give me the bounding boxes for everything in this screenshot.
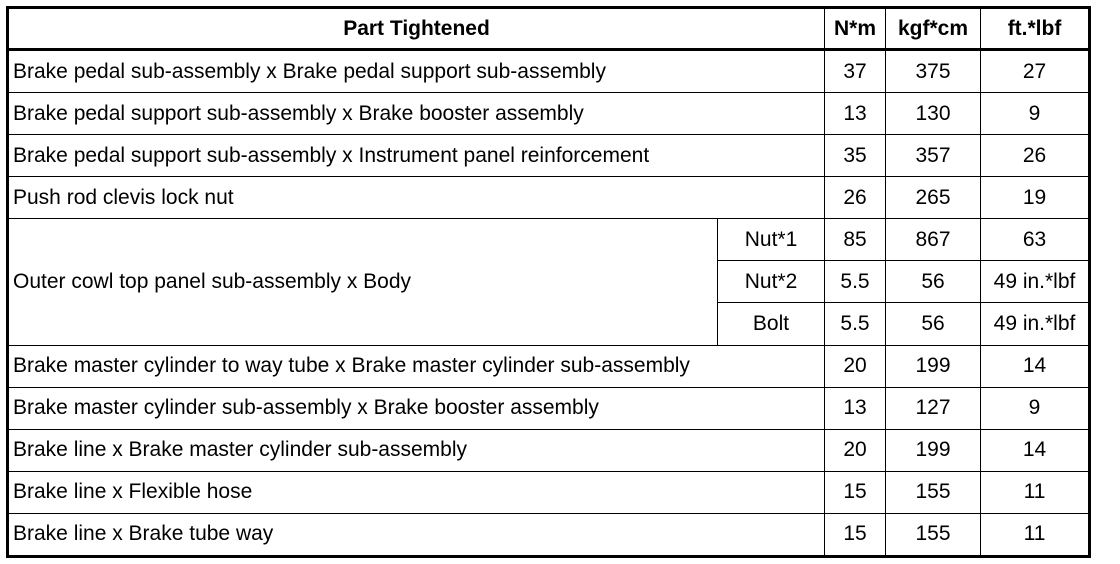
- table-row: [8, 135, 1090, 177]
- ft-cell: 14: [981, 429, 1090, 471]
- nm-cell: 13: [825, 93, 886, 135]
- header-ft-lbf: ft.*lbf: [981, 8, 1090, 50]
- table-row: [8, 513, 1090, 556]
- table-row: [8, 50, 1090, 93]
- table-row: [8, 219, 1090, 261]
- kgf-cell: 56: [886, 261, 981, 303]
- kgf-cell: 130: [886, 93, 981, 135]
- part-cell: Brake pedal sub-assembly x Brake pedal support sub-assembly: [8, 50, 825, 93]
- kgf-cell: 375: [886, 50, 981, 93]
- fastener-cell: Nut*1: [718, 219, 825, 261]
- nm-cell: 5.5: [825, 303, 886, 345]
- ft-cell: 14: [981, 345, 1090, 387]
- kgf-cell: 265: [886, 177, 981, 219]
- part-cell: Outer cowl top panel sub-assembly x Body: [8, 219, 718, 345]
- ft-cell: 11: [981, 513, 1090, 556]
- part-cell: Push rod clevis lock nut: [8, 177, 825, 219]
- nm-cell: 26: [825, 177, 886, 219]
- kgf-cell: 155: [886, 471, 981, 513]
- part-cell: Brake pedal support sub-assembly x Instrument panel reinforcement: [8, 135, 825, 177]
- ft-cell: 49 in.*lbf: [981, 303, 1090, 345]
- fastener-cell: Nut*2: [718, 261, 825, 303]
- fastener-cell: Bolt: [718, 303, 825, 345]
- ft-cell: 11: [981, 471, 1090, 513]
- ft-cell: 9: [981, 387, 1090, 429]
- part-cell: Brake master cylinder to way tube x Brake master cylinder sub-assembly: [8, 345, 825, 387]
- nm-cell: 13: [825, 387, 886, 429]
- nm-cell: 5.5: [825, 261, 886, 303]
- part-cell: Brake line x Brake master cylinder sub-assembly: [8, 429, 825, 471]
- part-cell: Brake master cylinder sub-assembly x Brake booster assembly: [8, 387, 825, 429]
- torque-specification-table: [6, 6, 1091, 558]
- ft-cell: 27: [981, 50, 1090, 93]
- nm-cell: 20: [825, 429, 886, 471]
- ft-cell: 26: [981, 135, 1090, 177]
- table-row: [8, 177, 1090, 219]
- nm-cell: 85: [825, 219, 886, 261]
- kgf-cell: 199: [886, 345, 981, 387]
- nm-cell: 37: [825, 50, 886, 93]
- ft-cell: 9: [981, 93, 1090, 135]
- part-cell: Brake line x Brake tube way: [8, 513, 825, 556]
- header-kgf-cm: kgf*cm: [886, 8, 981, 50]
- kgf-cell: 867: [886, 219, 981, 261]
- nm-cell: 15: [825, 513, 886, 556]
- nm-cell: 15: [825, 471, 886, 513]
- ft-cell: 49 in.*lbf: [981, 261, 1090, 303]
- table-row: [8, 345, 1090, 387]
- table-header-row: [8, 8, 1090, 50]
- kgf-cell: 357: [886, 135, 981, 177]
- header-nm: N*m: [825, 8, 886, 50]
- part-cell: Brake line x Flexible hose: [8, 471, 825, 513]
- kgf-cell: 199: [886, 429, 981, 471]
- kgf-cell: 155: [886, 513, 981, 556]
- nm-cell: 20: [825, 345, 886, 387]
- kgf-cell: 127: [886, 387, 981, 429]
- ft-cell: 63: [981, 219, 1090, 261]
- kgf-cell: 56: [886, 303, 981, 345]
- table-row: [8, 471, 1090, 513]
- header-part-tightened: Part Tightened: [8, 8, 825, 50]
- nm-cell: 35: [825, 135, 886, 177]
- part-cell: Brake pedal support sub-assembly x Brake booster assembly: [8, 93, 825, 135]
- table-row: [8, 387, 1090, 429]
- table-row: [8, 429, 1090, 471]
- table-row: [8, 93, 1090, 135]
- ft-cell: 19: [981, 177, 1090, 219]
